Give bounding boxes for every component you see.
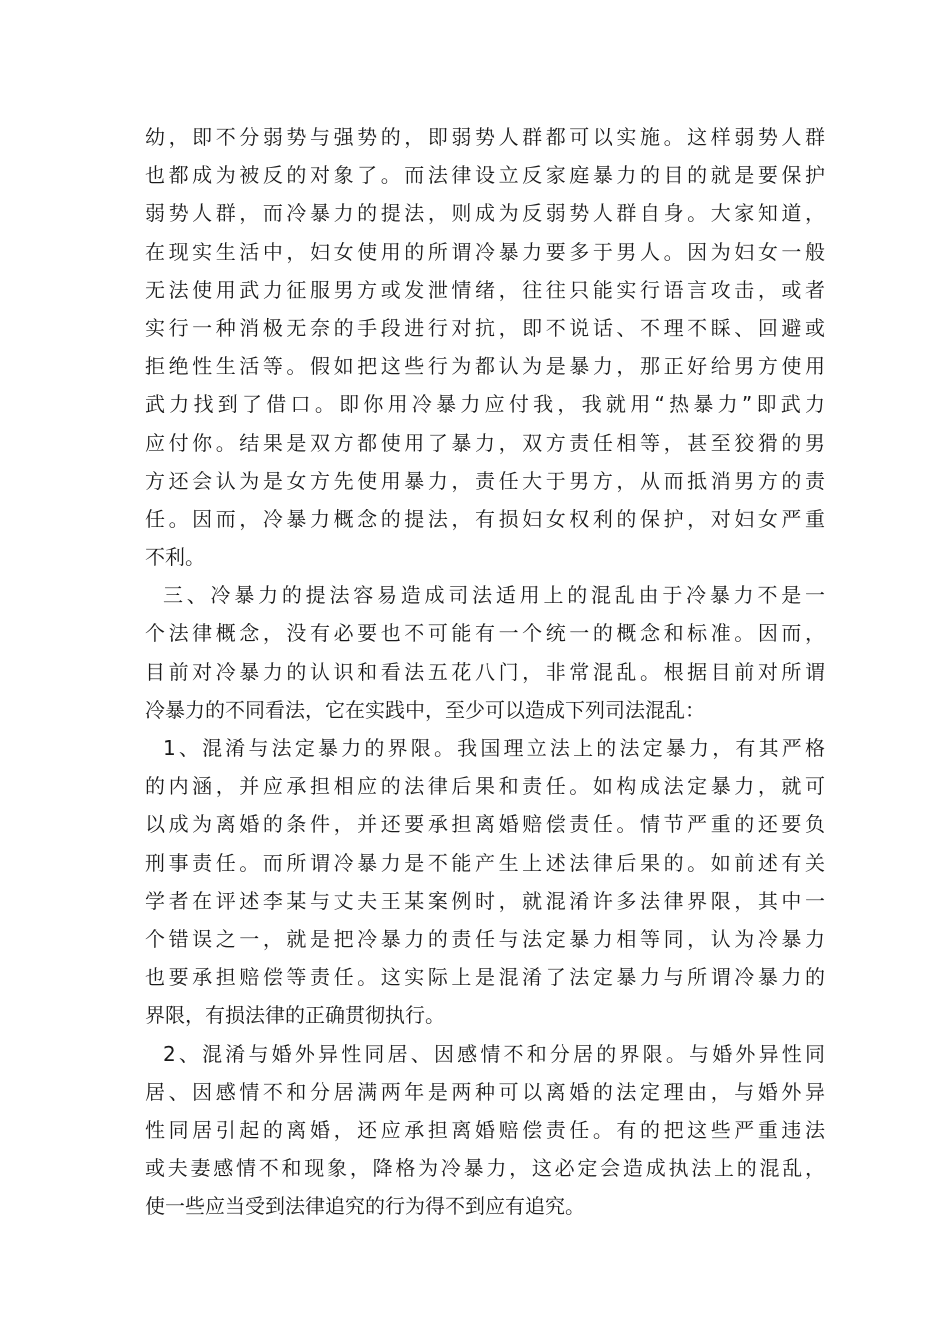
text-line: 不利。 [145,545,205,570]
text-line: 使一些应当受到法律追究的行为得不到应有追究。 [145,1194,585,1219]
text-line: 拒绝性生活等。假如把这些行为都认为是暴力，那正好给男方使用 [145,354,825,379]
text-line: 目前对冷暴力的认识和看法五花八门，非常混乱。根据目前对所谓 [145,659,825,684]
text-line: 任。因而，冷暴力概念的提法，有损妇女权利的保护，对妇女严重 [145,506,825,531]
paragraph [145,118,825,576]
text-line: 或夫妻感情不和现象，降格为冷暴力，这必定会造成执法上的混乱， [145,1156,825,1181]
text-line: 在现实生活中，妇女使用的所谓冷暴力要多于男人。因为妇女一般 [145,239,825,264]
document-body [145,118,825,1225]
text-line: 居、因感情不和分居满两年是两种可以离婚的法定理由，与婚外异 [145,1079,825,1104]
text-line: 无法使用武力征服男方或发泄情绪，往往只能实行语言攻击，或者 [145,277,825,302]
text-line: 2、混淆与婚外异性同居、因感情不和分居的界限。与婚外异性同 [163,1041,825,1066]
paragraph [145,576,825,729]
text-line: 方还会认为是女方先使用暴力，责任大于男方，从而抵消男方的责 [145,468,825,493]
text-line: 个错误之一，就是把冷暴力的责任与法定暴力相等同，认为冷暴力 [145,926,825,951]
text-line: 三、冷暴力的提法容易造成司法适用上的混乱由于冷暴力不是一 [163,583,825,608]
paragraph [145,1035,825,1226]
text-line: 幼，即不分弱势与强势的，即弱势人群都可以实施。这样弱势人群 [145,125,825,149]
text-line: 以成为离婚的条件，并还要承担离婚赔偿责任。情节严重的还要负 [145,812,825,837]
text-line: 的内涵，并应承担相应的法律后果和责任。如构成法定暴力，就可 [145,774,825,799]
text-line: 也都成为被反的对象了。而法律设立反家庭暴力的目的就是要保护 [145,163,825,188]
paragraph [145,729,825,1035]
text-line: 也要承担赔偿等责任。这实际上是混淆了法定暴力与所谓冷暴力的 [145,965,825,990]
text-line: 武力找到了借口。即你用冷暴力应付我，我就用“热暴力”即武力 [145,392,825,417]
text-line: 1、混淆与法定暴力的界限。我国理立法上的法定暴力，有其严格 [163,736,825,760]
text-line: 弱势人群，而冷暴力的提法，则成为反弱势人群自身。大家知道， [145,201,825,226]
text-line: 刑事责任。而所谓冷暴力是不能产生上述法律后果的。如前述有关 [145,850,825,875]
text-line: 学者在评述李某与丈夫王某案例时，就混淆许多法律界限，其中一 [145,888,825,913]
text-line: 界限，有损法律的正确贯彻执行。 [145,1003,445,1028]
text-line: 性同居引起的离婚，还应承担离婚赔偿责任。有的把这些严重违法 [145,1117,825,1142]
text-line: 冷暴力的不同看法，它在实践中，至少可以造成下列司法混乱： [145,697,705,722]
text-line: 个法律概念，没有必要也不可能有一个统一的概念和标准。因而， [145,621,825,646]
text-line: 实行一种消极无奈的手段进行对抗，即不说话、不理不睬、回避或 [145,315,825,340]
text-line: 应付你。结果是双方都使用了暴力，双方责任相等，甚至狡猾的男 [145,430,825,455]
